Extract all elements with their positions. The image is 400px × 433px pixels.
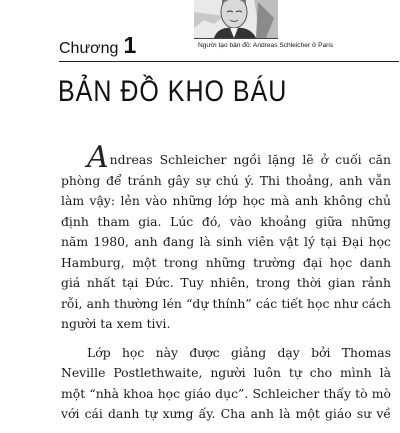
text-line: Andreas Schleicher ngồi lặng lẽ ở cuối căn — [87, 140, 391, 175]
photo-caption: Người tạo bản đồ: Andreas Schleicher ở Paris — [198, 42, 334, 49]
text-line: Lớp học này được giảng dạy bởi Thomas — [87, 344, 391, 360]
body-text — [61, 140, 391, 433]
paragraph-1 — [61, 140, 391, 175]
text-line: người ta xem tivi. — [61, 316, 171, 331]
text-line: một “nhà khoa học giáo dục”. Schleicher thấy tò mò — [61, 385, 391, 401]
text-line: phòng để tránh gây sự chú ý. Thi thoảng, anh vẫn — [61, 172, 391, 188]
chapter-label: Chương — [59, 40, 119, 57]
portrait-image — [194, 0, 278, 38]
text-line: Neville Postlethwaite, người luôn tự cho mình là — [61, 365, 391, 380]
paragraph-2 — [61, 343, 391, 425]
chapter-heading — [59, 32, 136, 59]
author-photo — [194, 0, 278, 39]
text-line: với cái danh tự xưng ấy. Cha anh là một giáo sư về — [61, 406, 391, 421]
chapter-number: 1 — [123, 32, 137, 58]
text-line: năm 1980, anh đang là sinh viên vật lý tại Đại học — [61, 234, 391, 249]
text-line: định tham gia. Lúc đó, vào khoảng giữa những — [61, 213, 391, 229]
chapter-title: BẢN ĐỒ KHO BÁU — [58, 75, 288, 109]
drop-cap: A — [87, 140, 109, 175]
text-line: giá nhất tại Đức. Tuy nhiên, trong thời gian rảnh — [61, 275, 391, 290]
chapter-divider — [59, 61, 399, 62]
text-line: rỗi, anh thường lén “dự thính” các tiết học như cách — [61, 295, 391, 311]
text-line: Hamburg, một trong những trường đại học danh — [61, 254, 391, 270]
paragraph-1-cont — [61, 171, 391, 335]
text-line: làm vậy: lẻn vào những lớp học mà anh không chủ — [61, 193, 391, 208]
